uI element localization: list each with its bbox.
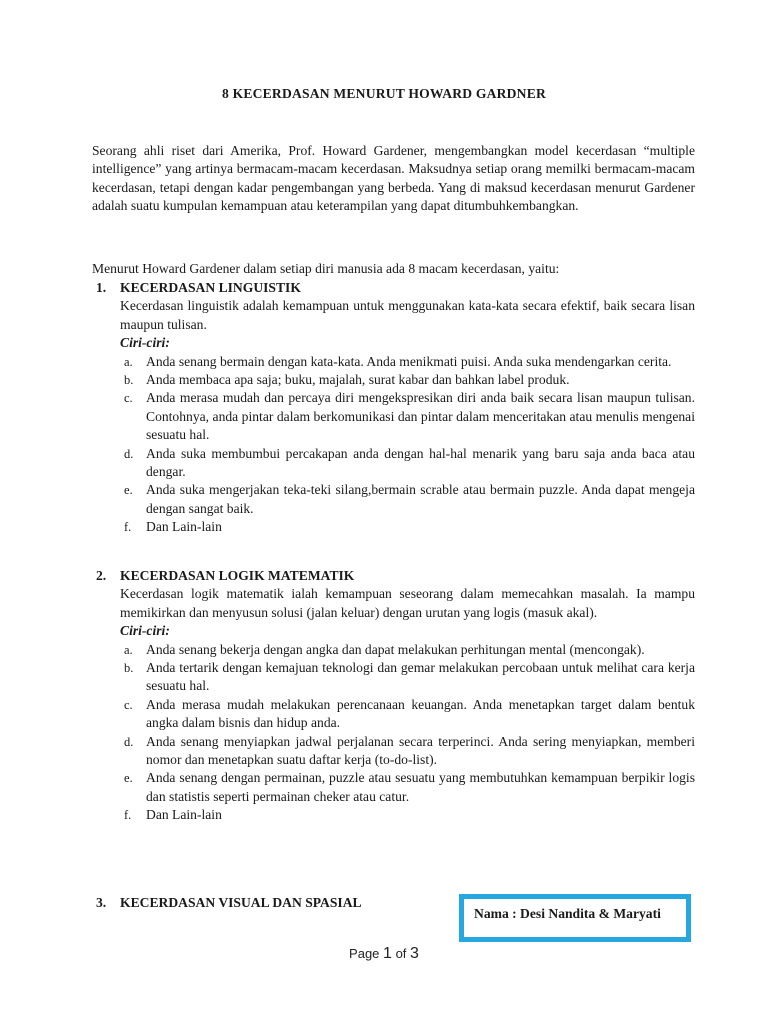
list-item (120, 445, 695, 482)
item-text: Anda suka mengerjakan teka-teki silang,bermain scrable atau bermain puzzle. Anda dapat mengeja dengan sangat baik. (146, 482, 695, 516)
item-letter: b. (124, 373, 134, 388)
item-letter: e. (124, 483, 133, 498)
of-word: of (395, 946, 407, 961)
author-name-box: Nama : Desi Nandita & Maryati (459, 894, 691, 942)
item-letter: d. (124, 446, 134, 461)
list-item (120, 481, 695, 518)
ciri-list (120, 353, 695, 537)
item-letter: f. (124, 520, 132, 535)
list-item (120, 733, 695, 770)
item-letter: b. (124, 661, 134, 676)
list-item (120, 769, 695, 806)
section-description: Kecerdasan logik matematik ialah kemampuan seseorang dalam memecahkan masalah. Ia mampu memikirkan dan menyusun solusi (jalan keluar) dengan urutan yang logis (masuk akal). (120, 586, 695, 620)
current-page-number: 1 (383, 945, 392, 962)
item-text: Anda senang menyiapkan jadwal perjalanan secara terperinci. Anda sering menyiapkan, memberi nomor dan menetapkan suatu daftar kerja (to-do-list). (146, 733, 695, 768)
item-text: Dan Lain-lain (146, 519, 222, 535)
intro-paragraph: Seorang ahli riset dari Amerika, Prof. Howard Gardener, mengembangkan model kecerdasan “multiple intelligence” yang artinya bermacam-macam kecerdasan. Maksudnya setiap orang memilki bermacam-macam kecerdasan, tetapi dengan kadar pengembangan yang berbeda. Yang di maksud kecerdasan menurut Gardener adalah suatu kumpulan kemampuan atau keterampilan yang dapat ditumbuhkembangkan. (92, 143, 695, 214)
list-item (120, 696, 695, 733)
total-page-number: 3 (410, 945, 419, 962)
list-item (120, 518, 695, 536)
item-text: Anda tertarik dengan kemajuan teknologi dan gemar melakukan percobaan untuk melihat cara kerja sesuatu hal. (146, 660, 695, 694)
section-logik-matematik (92, 567, 695, 825)
page-footer (0, 945, 768, 963)
section-heading (92, 279, 695, 297)
item-letter: a. (124, 642, 133, 657)
list-item (120, 806, 695, 824)
list-item (120, 371, 695, 389)
item-text: Anda merasa mudah melakukan perencanaan keuangan. Anda menetapkan target dalam bentuk angka dalam bisnis dan hidup anda. (146, 696, 695, 731)
list-item (120, 353, 695, 371)
item-letter: a. (124, 354, 133, 369)
page-word: Page (349, 946, 380, 961)
ciri-ciri-label: Ciri-ciri: (120, 335, 170, 351)
item-text: Anda suka membumbui percakapan anda dengan hal-hal menarik yang baru saja anda baca atau dengar. (146, 445, 695, 480)
ciri-ciri-label: Ciri-ciri: (120, 623, 170, 639)
section-title: KECERDASAN LINGUISTIK (120, 280, 301, 295)
item-letter: f. (124, 808, 132, 823)
list-item (120, 641, 695, 659)
item-text: Anda membaca apa saja; buku, majalah, surat kabar dan bahkan label produk. (146, 372, 570, 388)
section-number: 3. (96, 895, 107, 910)
section-number: 1. (96, 280, 107, 295)
item-letter: c. (124, 391, 133, 406)
item-text: Anda senang bermain dengan kata-kata. Anda menikmati puisi. Anda suka mendengarkan cerita. (146, 353, 672, 369)
lead-paragraph: Menurut Howard Gardener dalam setiap diri manusia ada 8 macam kecerdasan, yaitu: (92, 261, 560, 276)
ciri-list (120, 641, 695, 825)
section-title: KECERDASAN LOGIK MATEMATIK (120, 568, 355, 583)
item-text: Anda senang bekerja dengan angka dan dapat melakukan perhitungan mental (mencongak). (146, 641, 645, 657)
list-item (120, 659, 695, 696)
list-item (120, 389, 695, 444)
item-letter: c. (124, 697, 133, 712)
item-letter: e. (124, 771, 133, 786)
section-title: KECERDASAN VISUAL DAN SPASIAL (120, 895, 362, 910)
item-text: Anda senang dengan permainan, puzzle atau sesuatu yang membutuhkan kemampuan berpikir logis dan statistis seperti permainan cheker atau catur. (146, 770, 695, 804)
section-description: Kecerdasan linguistik adalah kemampuan untuk menggunakan kata-kata secara efektif, baik secara lisan maupun tulisan. (120, 298, 695, 332)
item-letter: d. (124, 734, 134, 749)
section-number: 2. (96, 568, 107, 583)
document-title: 8 KECERDASAN MENURUT HOWARD GARDNER (222, 86, 546, 101)
item-text: Anda merasa mudah dan percaya diri mengekspresikan diri anda baik secara lisan maupun tulisan. Contohnya, anda pintar dalam berkomunikasi dan pintar dalam menceritakan atau menulis mengenai sesuatu hal. (146, 390, 695, 443)
section-linguistik (92, 279, 695, 537)
item-text: Dan Lain-lain (146, 807, 222, 823)
section-heading (92, 567, 695, 585)
